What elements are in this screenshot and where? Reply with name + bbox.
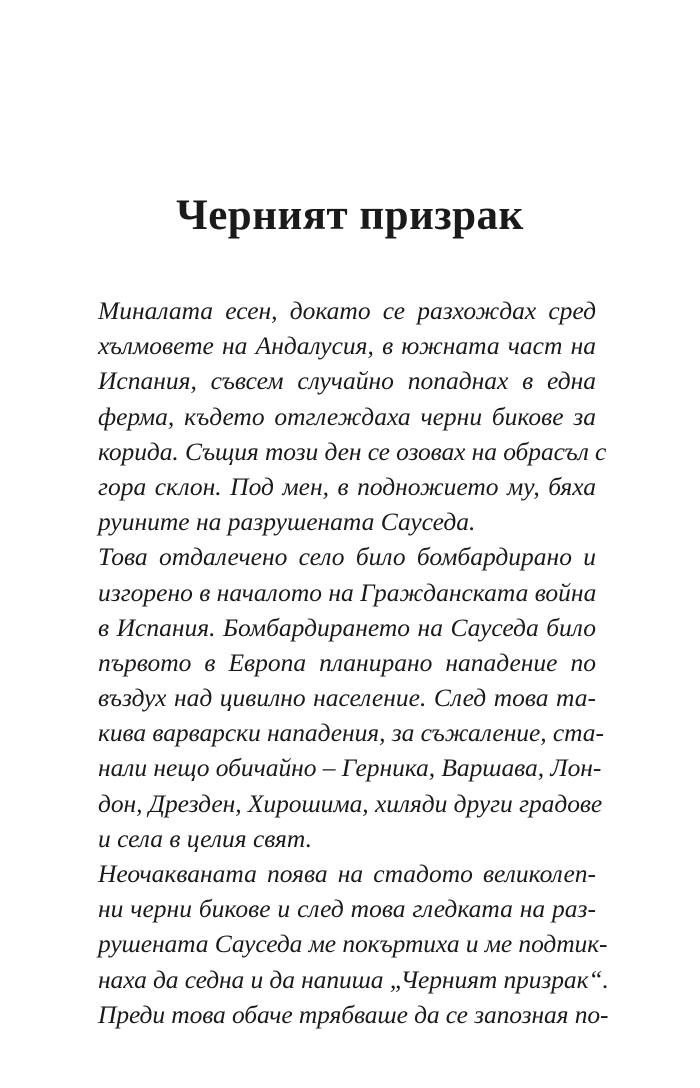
- text-line: ферма, където отглеждаха черни бикове за: [98, 401, 596, 431]
- chapter-title: Черният призрак: [176, 192, 524, 239]
- paragraph-2: [98, 539, 604, 856]
- text-line: нали нещо обичайно – Герника, Варшава, Лон-: [98, 753, 602, 783]
- text-line: в Испания. Бомбардирането на Сауседа било: [98, 612, 596, 642]
- text-line: наха да седна и да напиша „Черният призрак“.: [98, 964, 609, 994]
- text-line: въздух над цивилно население. След това та-: [98, 683, 596, 713]
- text-line: дон, Дрезден, Хирошима, хиляди други градове: [98, 788, 603, 818]
- text-line: кива варварски нападения, за съжаление, ста-: [98, 718, 604, 748]
- text-line: корида. Същия този ден се озовах на обрасъл с: [98, 436, 607, 466]
- paragraph-3: [98, 856, 609, 1032]
- text-line: Неочакваната поява на стадото великолеп-: [98, 859, 596, 888]
- text-line: Испания, съвсем случайно попаднах в една: [98, 366, 596, 396]
- text-line: хълмовете на Андалусия, в южната част на: [98, 331, 596, 361]
- text-line: изгорено в началото на Гражданската война: [98, 577, 597, 607]
- text-line: и села в целия свят.: [98, 823, 312, 853]
- text-line: първото в Европа планирано нападение по: [98, 647, 596, 677]
- text-line: гора склон. Под мен, в подножието му, бяха: [98, 471, 596, 501]
- text-line: руините на разрушената Сауседа.: [98, 507, 476, 537]
- text-line: ни черни бикове и след това гледката на раз-: [98, 894, 596, 924]
- text-line: Това отдалечено село било бомбардирано и: [98, 542, 596, 572]
- text-line: рушената Сауседа ме покъртиха и ме подтик-: [98, 929, 608, 959]
- text-line: Миналата есен, докато се разхождах сред: [98, 296, 596, 325]
- text-line: Преди това обаче трябваше да се запозная по-: [98, 999, 609, 1029]
- chapter-body: [98, 293, 609, 1032]
- paragraph-1: [98, 293, 607, 539]
